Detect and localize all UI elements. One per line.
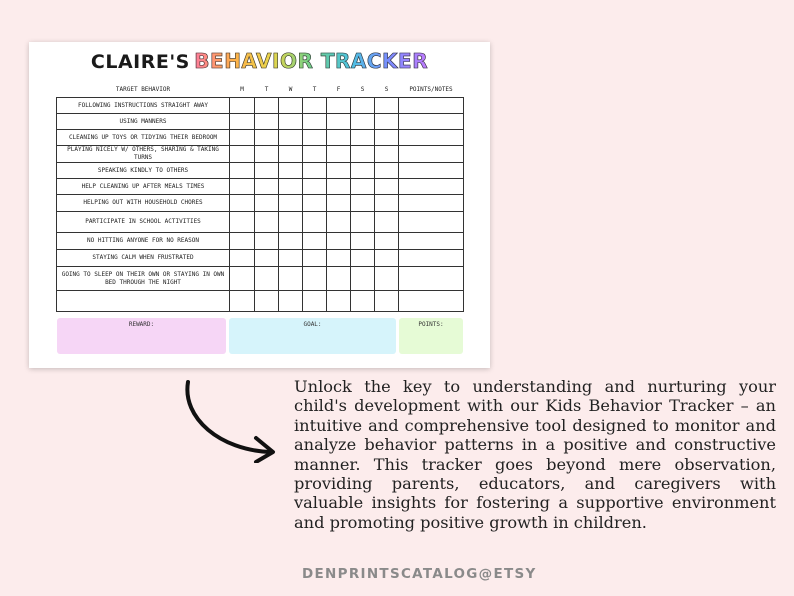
shop-credit: DENPRINTSCATALOG@ETSY <box>302 566 537 582</box>
day-cell <box>255 233 279 250</box>
notes-cell <box>399 146 464 163</box>
day-cell <box>375 146 399 163</box>
points-label: POINTS: <box>418 321 444 328</box>
day-cell <box>351 146 375 163</box>
header-row <box>57 82 464 98</box>
behavior-row <box>57 212 464 233</box>
title-name: CLAIRE'S <box>90 51 190 73</box>
day-cell <box>230 250 255 267</box>
day-cell <box>327 98 351 114</box>
behavior-label: PLAYING NICELY W/ OTHERS, SHARING & TAKING TURNS <box>57 146 230 163</box>
notes-cell <box>399 291 464 312</box>
column-header: S <box>360 86 365 93</box>
day-cell <box>255 179 279 195</box>
day-cell <box>327 146 351 163</box>
behavior-row <box>57 291 464 312</box>
reward-box <box>57 318 226 354</box>
day-cell <box>255 114 279 130</box>
day-cell <box>255 146 279 163</box>
behavior-label: HELPING OUT WITH HOUSEHOLD CHORES <box>57 195 230 212</box>
day-cell <box>279 146 303 163</box>
day-cell <box>375 179 399 195</box>
day-cell <box>255 195 279 212</box>
behavior-row <box>57 195 464 212</box>
day-cell <box>303 146 327 163</box>
day-cell <box>279 179 303 195</box>
day-cell <box>279 212 303 233</box>
day-cell <box>375 195 399 212</box>
column-header: S <box>384 86 389 93</box>
column-header: T <box>264 86 269 93</box>
day-cell <box>351 212 375 233</box>
day-cell <box>375 212 399 233</box>
day-cell <box>303 212 327 233</box>
day-cell <box>327 114 351 130</box>
day-cell <box>230 179 255 195</box>
notes-cell <box>399 98 464 114</box>
day-cell <box>303 250 327 267</box>
behavior-label: FOLLOWING INSTRUCTIONS STRAIGHT AWAY <box>57 98 230 114</box>
behavior-label <box>57 291 230 312</box>
behavior-label: CLEANING UP TOYS OR TIDYING THEIR BEDROOM <box>57 130 230 146</box>
day-cell <box>327 179 351 195</box>
reward-label: REWARD: <box>128 321 155 328</box>
curved-arrow-icon <box>180 378 280 463</box>
day-cell <box>375 130 399 146</box>
goal-box <box>229 318 396 354</box>
behavior-label: USING MANNERS <box>57 114 230 130</box>
day-cell <box>230 291 255 312</box>
notes-cell <box>399 130 464 146</box>
day-cell <box>279 98 303 114</box>
day-cell <box>351 163 375 179</box>
points-box <box>399 318 463 354</box>
day-cell <box>230 114 255 130</box>
column-header: W <box>288 86 293 93</box>
notes-cell <box>399 267 464 291</box>
behavior-row <box>57 163 464 179</box>
day-cell <box>255 163 279 179</box>
day-cell <box>351 130 375 146</box>
day-cell <box>303 179 327 195</box>
behavior-label: SPEAKING KINDLY TO OTHERS <box>57 163 230 179</box>
notes-cell <box>399 233 464 250</box>
product-description: Unlock the key to understanding and nurturing your child's development with our Kids Behavior Tracker – an intuitive and comprehensive tool designed to monitor and analyze behavior patterns in a positive and constructive manner. This tracker goes beyond mere observation, providing parents, educators, and caregivers with valuable insights for fostering a supportive environment and promoting positive growth in children. <box>294 377 776 532</box>
day-cell <box>351 179 375 195</box>
title-behavior-tracker: BEHAVIOR TRACKER <box>194 49 429 73</box>
behavior-label: NO HITTING ANYONE FOR NO REASON <box>57 233 230 250</box>
notes-cell <box>399 179 464 195</box>
behavior-row <box>57 130 464 146</box>
day-cell <box>327 212 351 233</box>
day-cell <box>375 267 399 291</box>
day-cell <box>375 250 399 267</box>
day-cell <box>230 146 255 163</box>
day-cell <box>230 130 255 146</box>
notes-cell <box>399 163 464 179</box>
day-cell <box>230 98 255 114</box>
behavior-row <box>57 179 464 195</box>
day-cell <box>351 114 375 130</box>
day-cell <box>351 250 375 267</box>
day-cell <box>279 291 303 312</box>
day-cell <box>303 163 327 179</box>
day-cell <box>327 233 351 250</box>
day-cell <box>255 291 279 312</box>
day-cell <box>375 98 399 114</box>
behavior-row <box>57 233 464 250</box>
behavior-row <box>57 250 464 267</box>
day-cell <box>255 267 279 291</box>
day-cell <box>255 250 279 267</box>
day-cell <box>327 130 351 146</box>
day-cell <box>230 163 255 179</box>
tracker-table <box>56 82 464 312</box>
day-cell <box>303 98 327 114</box>
day-cell <box>279 267 303 291</box>
behavior-row <box>57 114 464 130</box>
day-cell <box>255 98 279 114</box>
day-cell <box>327 250 351 267</box>
day-cell <box>279 114 303 130</box>
behavior-row <box>57 267 464 291</box>
day-cell <box>279 163 303 179</box>
day-cell <box>327 291 351 312</box>
day-cell <box>230 233 255 250</box>
day-cell <box>303 267 327 291</box>
behavior-row <box>57 98 464 114</box>
notes-cell <box>399 195 464 212</box>
day-cell <box>327 195 351 212</box>
day-cell <box>375 114 399 130</box>
day-cell <box>303 195 327 212</box>
day-cell <box>351 291 375 312</box>
column-header: TARGET BEHAVIOR <box>115 86 171 93</box>
behavior-label: PARTICIPATE IN SCHOOL ACTIVITIES <box>57 212 230 233</box>
day-cell <box>303 291 327 312</box>
day-cell <box>327 163 351 179</box>
day-cell <box>351 267 375 291</box>
day-cell <box>375 233 399 250</box>
behavior-row <box>57 146 464 163</box>
goal-label: GOAL: <box>303 321 322 328</box>
sheet-title <box>29 49 490 73</box>
day-cell <box>351 98 375 114</box>
day-cell <box>303 233 327 250</box>
day-cell <box>327 267 351 291</box>
day-cell <box>230 267 255 291</box>
day-cell <box>279 233 303 250</box>
day-cell <box>351 233 375 250</box>
day-cell <box>375 291 399 312</box>
day-cell <box>255 130 279 146</box>
notes-cell <box>399 212 464 233</box>
behavior-tracker-sheet <box>29 42 490 368</box>
behavior-label: STAYING CALM WHEN FRUSTRATED <box>57 250 230 267</box>
column-header: F <box>336 86 341 93</box>
behavior-label: GOING TO SLEEP ON THEIR OWN OR STAYING IN OWN BED THROUGH THE NIGHT <box>57 267 230 291</box>
day-cell <box>303 130 327 146</box>
day-cell <box>230 195 255 212</box>
day-cell <box>351 195 375 212</box>
behavior-label: HELP CLEANING UP AFTER MEALS TIMES <box>57 179 230 195</box>
day-cell <box>279 130 303 146</box>
day-cell <box>375 163 399 179</box>
column-header: M <box>240 86 244 93</box>
notes-cell <box>399 114 464 130</box>
day-cell <box>279 250 303 267</box>
day-cell <box>230 212 255 233</box>
column-header: T <box>312 86 317 93</box>
notes-cell <box>399 250 464 267</box>
day-cell <box>255 212 279 233</box>
day-cell <box>303 114 327 130</box>
column-header: POINTS/NOTES <box>409 86 453 93</box>
day-cell <box>279 195 303 212</box>
